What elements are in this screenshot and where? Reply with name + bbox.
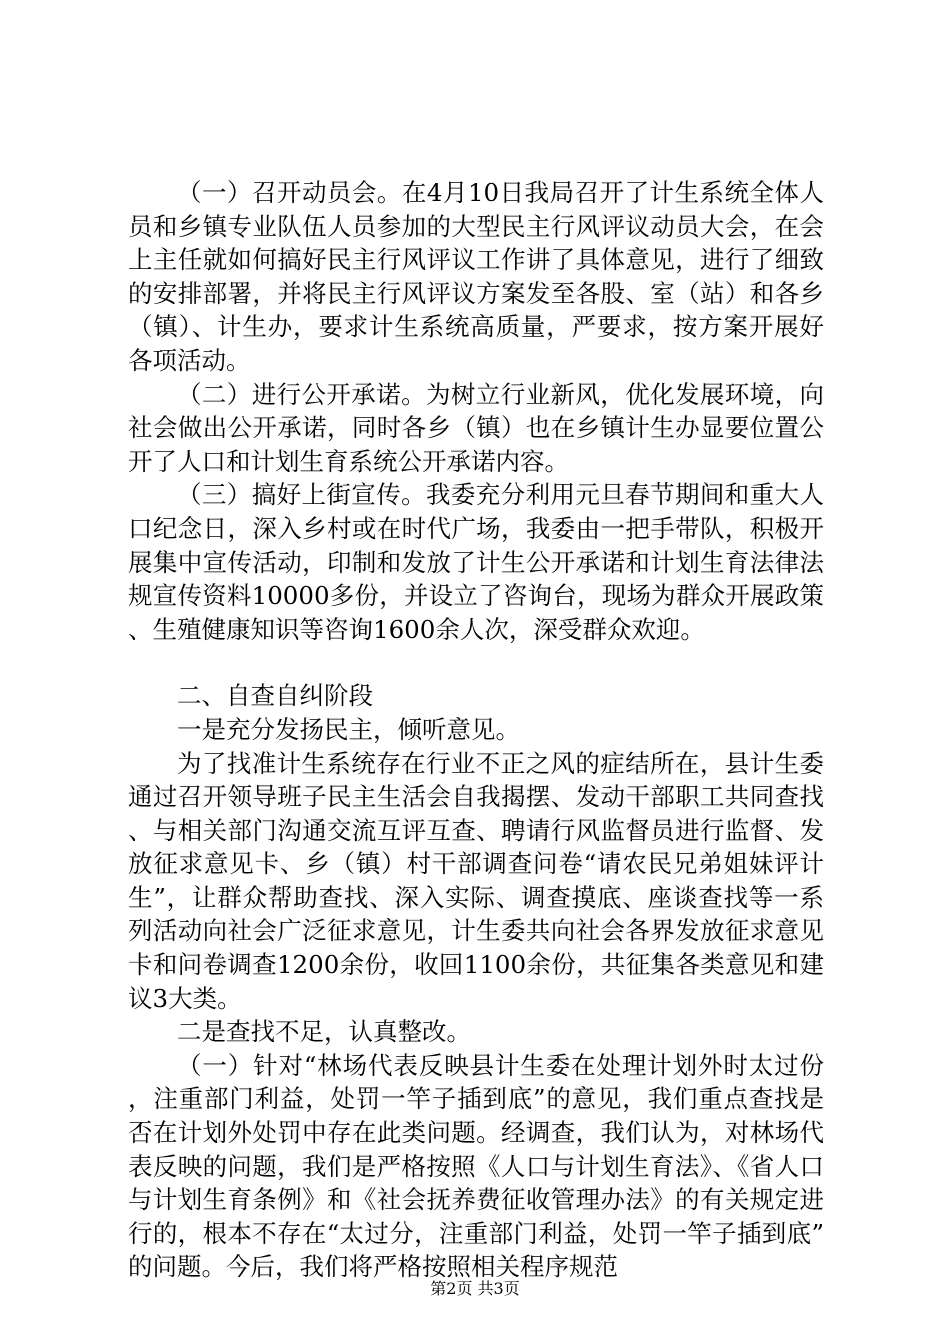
- paragraph-street-publicity: （三）搞好上街宣传。我委充分利用元旦春节期间和重大人口纪念日，深入乡村或在时代广场，我委由一把手带队，积极开展集中宣传活动，印制和发放了计生公开承诺和计划生育法律法规宣传资料10000多份，并设立了咨询台，现场为群众开展政策、生殖健康知识等咨询1600余人次，深受群众欢迎。: [128, 480, 824, 644]
- paragraph-soliciting-opinions: 为了找准计生系统存在行业不正之风的症结所在，县计生委通过召开领导班子民主生活会自我揭摆、发动干部职工共同查找、与相关部门沟通交流互评互查、聘请行风监督员进行监督、发放征求意见卡、乡（镇）村干部调查问卷“请农民兄弟姐妹评计生”，让群众帮助查找、深入实际、调查摸底、座谈查找等一系列活动向社会广泛征求意见，计生委共向社会各界发放征求意见卡和问卷调查1200余份，收回1100余份，共征集各类意见和建议3大类。: [128, 748, 824, 1013]
- paragraph-forest-farm-response: （一）针对“林场代表反映县计生委在处理计划外时太过份，注重部门利益，处罚一竿子插到底”的意见，我们重点查找是否在计划外处罚中存在此类问题。经调查，我们认为，对林场代表反映的问题，我们是严格按照《人口与计划生育法》、《省人口与计划生育条例》和《社会抚养费征收管理办法》的有关规定进行的，根本不存在“太过分，注重部门利益，处罚一竿子插到底”的问题。今后，我们将严格按照相关程序规范: [128, 1050, 824, 1282]
- page-number-footer: 第2页 共3页: [430, 1279, 520, 1298]
- paragraph-public-commitment: （二）进行公开承诺。为树立行业新风，优化发展环境，向社会做出公开承诺，同时各乡（镇）也在乡镇计生办显要位置公开了人口和计划生育系统公开承诺内容。: [128, 379, 824, 476]
- paragraph-mobilization-meeting: （一）召开动员会。在4月10日我局召开了计生系统全体人员和乡镇专业队伍人员参加的大型民主行风评议动员大会，在会上主任就如何搞好民主行风评议工作讲了具体意见，进行了细致的安排部署，并将民主行风评议方案发至各股、室（站）和各乡（镇）、计生办，要求计生系统高质量，严要求，按方案开展好各项活动。: [128, 178, 824, 375]
- subheading-democracy: 一是充分发扬民主，倾听意见。: [177, 714, 520, 744]
- document-body: [128, 176, 824, 1284]
- subheading-rectification: 二是查找不足，认真整改。: [177, 1017, 471, 1047]
- section-heading-self-inspection: 二、自查自纠阶段: [177, 681, 373, 711]
